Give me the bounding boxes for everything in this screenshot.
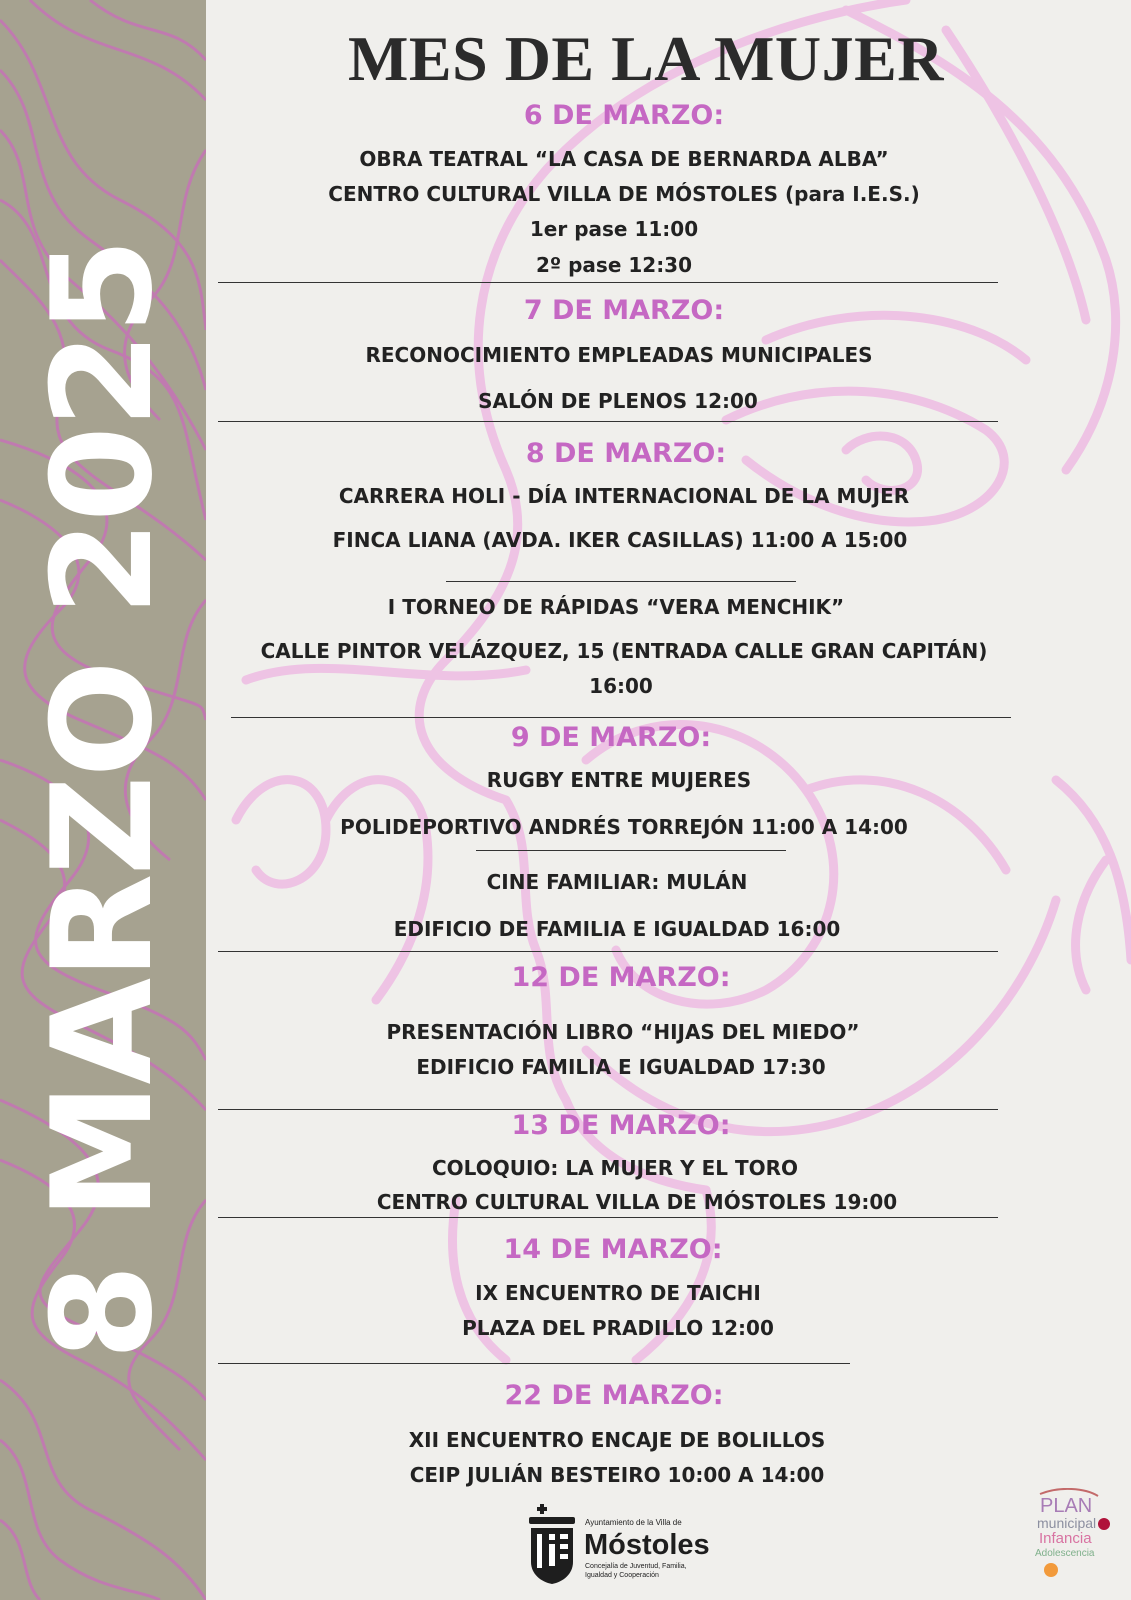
event-title: COLOQUIO: LA MUJER Y EL TORO bbox=[431, 1156, 798, 1180]
mostoles-crest-icon bbox=[529, 1504, 575, 1584]
event-title: I TORNEO DE RÁPIDAS “VERA MENCHIK” bbox=[387, 595, 845, 619]
page-title: MES DE LA MUJER bbox=[348, 23, 944, 94]
plan-infancia-logo bbox=[1030, 1488, 1110, 1583]
dot-orange-icon bbox=[1044, 1563, 1058, 1577]
event-venue: SALÓN DE PLENOS 12:00 bbox=[478, 389, 758, 413]
event-title: RECONOCIMIENTO EMPLEADAS MUNICIPALES bbox=[365, 343, 873, 367]
event-time: 1er pase 11:00 bbox=[529, 217, 699, 241]
event-venue: CENTRO CULTURAL VILLA DE MÓSTOLES 19:00 bbox=[376, 1190, 898, 1214]
event-time: 16:00 bbox=[589, 674, 653, 698]
event-venue: EDIFICIO DE FAMILIA E IGUALDAD 16:00 bbox=[393, 917, 841, 941]
separator bbox=[231, 717, 1011, 718]
separator bbox=[218, 421, 998, 422]
event-time: 2º pase 12:30 bbox=[535, 253, 693, 277]
date-heading: 9 DE MARZO: bbox=[510, 722, 712, 753]
event-title: OBRA TEATRAL “LA CASA DE BERNARDA ALBA” bbox=[359, 147, 889, 171]
separator bbox=[218, 1217, 998, 1218]
event-venue: CEIP JULIÁN BESTEIRO 10:00 A 14:00 bbox=[409, 1463, 825, 1487]
separator bbox=[218, 282, 998, 283]
date-heading: 7 DE MARZO: bbox=[523, 295, 725, 326]
date-heading: 8 DE MARZO: bbox=[525, 438, 727, 469]
event-title: PRESENTACIÓN LIBRO “HIJAS DEL MIEDO” bbox=[386, 1020, 860, 1044]
date-heading: 14 DE MARZO: bbox=[503, 1234, 723, 1265]
separator bbox=[476, 850, 786, 851]
logo-sub1: Concejalía de Juventud, Familia, bbox=[585, 1563, 687, 1570]
dot-red-icon bbox=[1098, 1518, 1110, 1530]
event-title: CARRERA HOLI - DÍA INTERNACIONAL DE LA MUJER bbox=[338, 484, 910, 508]
plan-word: PLAN bbox=[1040, 1495, 1093, 1517]
plan-word-municipal: municipal bbox=[1037, 1515, 1097, 1531]
event-venue: EDIFICIO FAMILIA E IGUALDAD 17:30 bbox=[416, 1055, 826, 1079]
content bbox=[206, 0, 1131, 1600]
event-title: RUGBY ENTRE MUJERES bbox=[486, 768, 752, 792]
event-venue: CENTRO CULTURAL VILLA DE MÓSTOLES (para I.E.S.) bbox=[328, 182, 920, 206]
event-venue: POLIDEPORTIVO ANDRÉS TORREJÓN 11:00 A 14:00 bbox=[340, 815, 908, 839]
plan-word-adolescencia: Adolescencia bbox=[1035, 1548, 1095, 1559]
date-heading: 12 DE MARZO: bbox=[511, 962, 731, 993]
event-title: CINE FAMILIAR: MULÁN bbox=[486, 870, 748, 894]
event-title: XII ENCUENTRO ENCAJE DE BOLILLOS bbox=[408, 1428, 826, 1452]
plan-word-infancia: Infancia bbox=[1039, 1530, 1092, 1547]
date-heading: 22 DE MARZO: bbox=[504, 1380, 724, 1411]
logo-top-text: Ayuntamiento de la Villa de bbox=[585, 1518, 682, 1527]
separator bbox=[218, 951, 998, 952]
logo-name: Móstoles bbox=[584, 1529, 710, 1561]
event-venue: FINCA LIANA (AVDA. IKER CASILLAS) 11:00 A 15:00 bbox=[332, 528, 908, 552]
separator bbox=[446, 581, 796, 582]
date-heading: 13 DE MARZO: bbox=[511, 1110, 731, 1141]
mostoles-logo bbox=[527, 1504, 717, 1590]
separator bbox=[218, 1363, 850, 1364]
date-heading: 6 DE MARZO: bbox=[523, 100, 725, 131]
sidebar bbox=[0, 0, 206, 1600]
vertical-title: 8 MARZO 2025 bbox=[22, 240, 183, 1360]
event-title: IX ENCUENTRO DE TAICHI bbox=[475, 1281, 761, 1305]
event-venue: PLAZA DEL PRADILLO 12:00 bbox=[462, 1316, 774, 1340]
logo-sub2: Igualdad y Cooperación bbox=[585, 1572, 659, 1579]
event-venue: CALLE PINTOR VELÁZQUEZ, 15 (ENTRADA CALLE GRAN CAPITÁN) bbox=[260, 639, 988, 663]
